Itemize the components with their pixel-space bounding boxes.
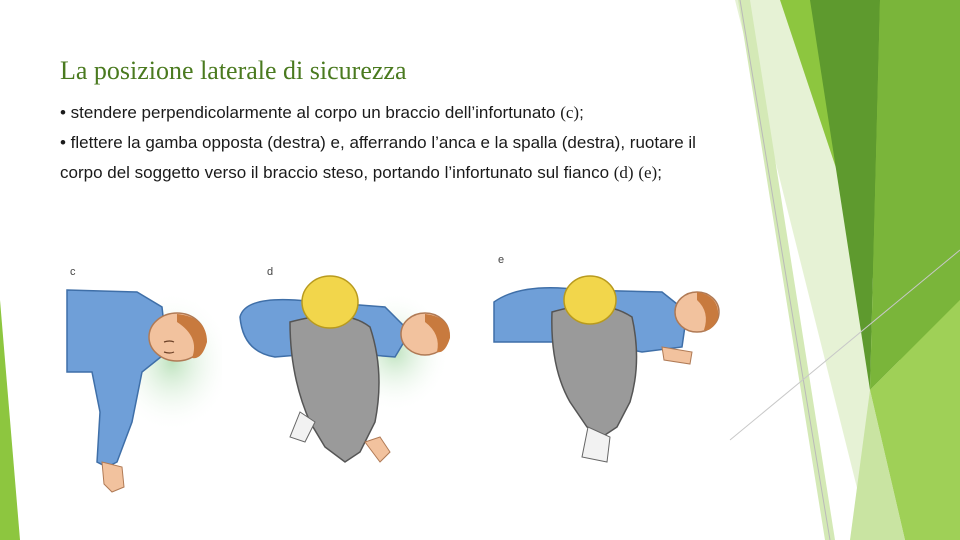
bullet-2-text: • flettere la gamba opposta (destra) e, afferrando l’anca e la spalla (destra), ruotare il corpo del soggetto verso il braccio steso, portando l’infortunato sul fianco: [60, 133, 696, 182]
bullet-1-text: • stendere perpendicolarmente al corpo un braccio dell’infortunato: [60, 103, 561, 122]
bullet-1-ref: (c): [560, 103, 580, 122]
bullet-2: [60, 128, 700, 188]
rescuer-rolling-victim-icon: [235, 262, 455, 502]
bullet-2-ref-e: (e): [638, 163, 658, 182]
bullet-1-end: ;: [579, 103, 584, 122]
illustration-c-label: c: [70, 266, 76, 278]
slide-title: La posizione laterale di sicurezza: [60, 56, 407, 85]
person-lying-supine-icon: [62, 262, 222, 502]
illustration-e-label: e: [498, 254, 505, 266]
illustration-d-label: d: [267, 266, 274, 278]
bullet-2-end: ;: [657, 163, 662, 182]
slide-body: [60, 98, 700, 188]
person-in-recovery-position-icon: [492, 252, 732, 472]
bullet-2-ref-d: (d): [613, 163, 634, 182]
illustration-d: [235, 262, 455, 502]
illustration-c: [62, 262, 222, 502]
illustration-e: [492, 252, 732, 472]
bullet-1: [60, 98, 700, 128]
